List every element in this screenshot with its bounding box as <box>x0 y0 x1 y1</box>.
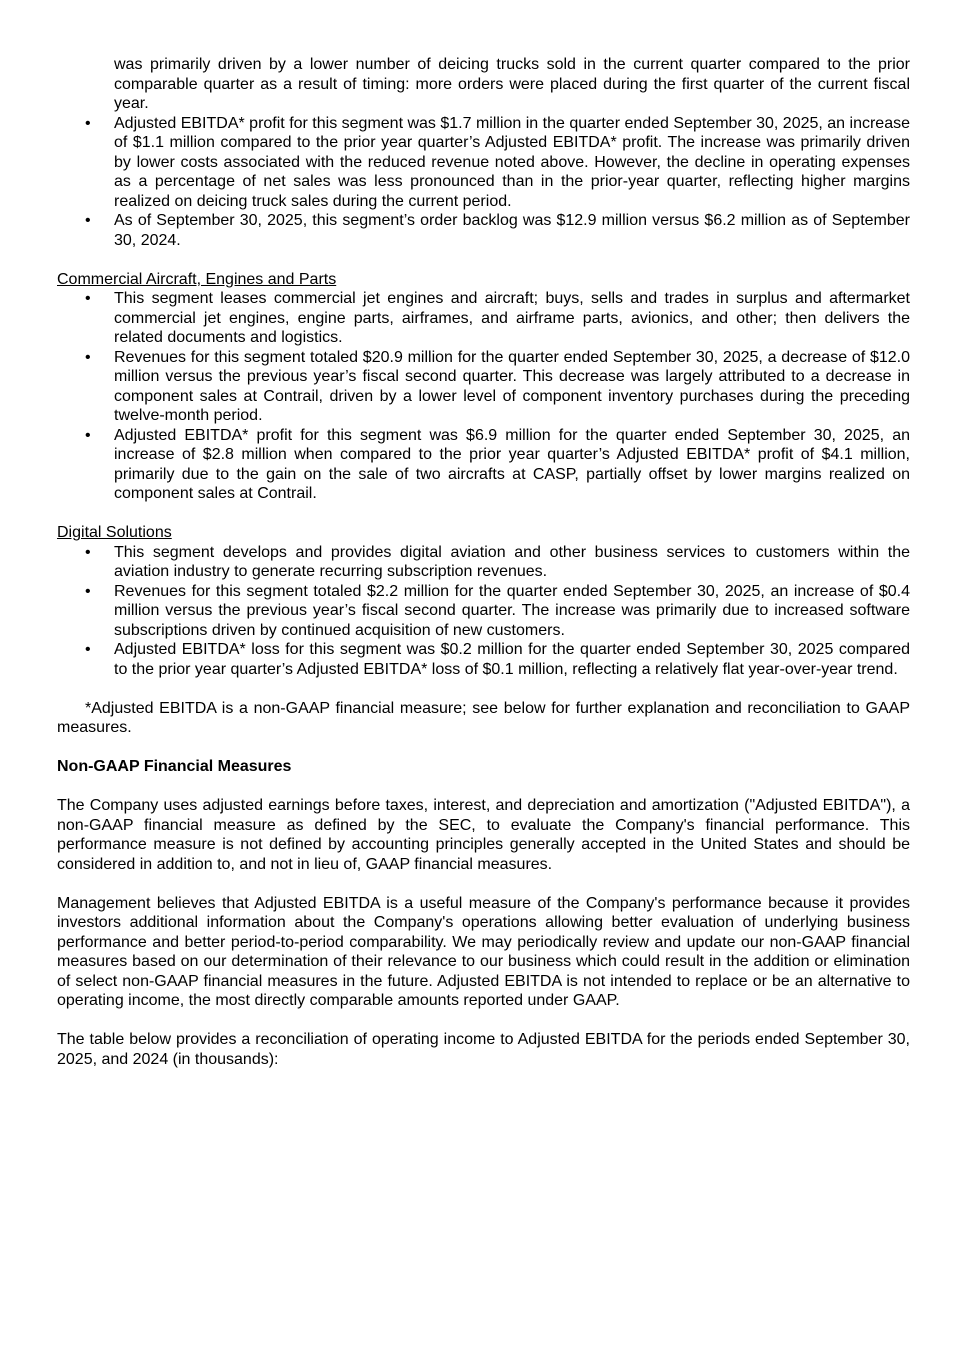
list-item <box>57 211 910 250</box>
list-item <box>57 114 910 212</box>
bullet-text: This segment leases commercial jet engines and aircraft; buys, sells and trades in surplus and aftermarket commercial jet engines, engine parts, airframes, and airframe parts, avionics, and other; then delivers the related documents and logistics. <box>114 290 910 346</box>
non-gaap-paragraph-2: Management believes that Adjusted EBITDA is a useful measure of the Company's performance because it provides investors additional information about the Company's operations allowing better evaluation of underlying business performance and better period-to-period comparability. We may periodically review and update our non-GAAP financial measures based on our determination of their relevance to our business which could result in the addition or elimination of select non-GAAP financial measures in the future. Adjusted EBITDA is not intended to replace or be an alternative to operating income, the most directly comparable amounts reported under GAAP. <box>57 894 910 1009</box>
list-item <box>57 640 910 679</box>
bullet-text: Adjusted EBITDA* profit for this segment was $6.9 million for the quarter ended September 30, 2025, an increase of $2.8 million when compared to the prior year quarter’s Adjusted EBITDA* profit of $4.1 million, primarily due to the gain on the sale of two aircrafts at CASP, partially offset by lower margins realized on component sales at Contrail. <box>114 426 910 502</box>
list-item <box>57 426 910 504</box>
bullet-text: Revenues for this segment totaled $2.2 million for the quarter ended September 30, 2025, an increase of $0.4 million versus the previous year’s fiscal second quarter. The increase was primarily due to increased software subscriptions driven by continued acquisition of new customers. <box>114 582 910 639</box>
commercial-bullet-list <box>57 289 910 504</box>
bullet-text: Adjusted EBITDA* profit for this segment was $1.7 million in the quarter ended September 30, 2025, an increase of $1.1 million compared to the prior year quarter’s Adjusted EBITDA* profit. The increase was primarily driven by lower costs associated with the reduced revenue noted above. However, the decline in operating expenses as a percentage of net sales was less pronounced than in the prior-year quarter, reflecting higher margins realized on deicing truck sales during the current period. <box>114 114 910 210</box>
list-item <box>57 348 910 426</box>
bullet-icon: • <box>85 641 91 658</box>
intro-continuation: was primarily driven by a lower number of deicing trucks sold in the current quarter compared to the prior comparable quarter as a result of timing: more orders were placed during the first quarter of the current fiscal year. <box>114 56 910 112</box>
document-page <box>57 55 910 1069</box>
bullet-text: Adjusted EBITDA* loss for this segment was $0.2 million for the quarter ended September 30, 2025 compared to the prior year quarter’s Adjusted EBITDA* loss of $0.1 million, reflecting a relatively flat year-over-year trend. <box>114 641 910 678</box>
bullet-text: As of September 30, 2025, this segment’s order backlog was $12.9 million versus $6.2 million as of September 30, 2024. <box>114 212 910 249</box>
list-item <box>57 582 910 641</box>
non-gaap-paragraph-3: The table below provides a reconciliation of operating income to Adjusted EBITDA for the periods ended September 30, 2025, and 2024 (in thousands): <box>57 1031 910 1068</box>
digital-bullet-list <box>57 543 910 680</box>
list-item <box>57 543 910 582</box>
bullet-icon: • <box>85 114 91 132</box>
bullet-icon: • <box>85 290 91 307</box>
commercial-section-heading: Commercial Aircraft, Engines and Parts <box>57 270 337 288</box>
bullet-text: This segment develops and provides digital aviation and other business services to customers within the aviation industry to generate recurring subscription revenues. <box>114 543 910 580</box>
bullet-icon: • <box>85 426 91 444</box>
non-gaap-heading: Non-GAAP Financial Measures <box>57 758 292 775</box>
bullet-icon: • <box>85 348 91 366</box>
adjusted-ebitda-footnote: *Adjusted EBITDA is a non-GAAP financial measure; see below for further explanation and reconciliation to GAAP measures. <box>57 699 910 736</box>
bullet-icon: • <box>85 212 91 229</box>
bullet-text: Revenues for this segment totaled $20.9 million for the quarter ended September 30, 2025, a decrease of $12.0 million versus the previous year’s fiscal second quarter. This decrease was largely attributed to a decrease in component sales at Contrail, driven by a lower level of component inventory purchases during the preceding twelve-month period. <box>114 348 910 424</box>
bullet-icon: • <box>85 543 91 561</box>
non-gaap-paragraph-1: The Company uses adjusted earnings before taxes, interest, and depreciation and amortization ("Adjusted EBITDA"), a non-GAAP financial measure as defined by the SEC, to evaluate the Company's financial performance. This performance measure is not defined by accounting principles generally accepted in the United States and should be considered in addition to, and not in lieu of, GAAP financial measures. <box>57 797 910 873</box>
list-item <box>57 289 910 348</box>
ground-equipment-bullet-list <box>57 114 910 251</box>
bullet-icon: • <box>85 582 91 600</box>
digital-section-heading: Digital Solutions <box>57 524 172 541</box>
